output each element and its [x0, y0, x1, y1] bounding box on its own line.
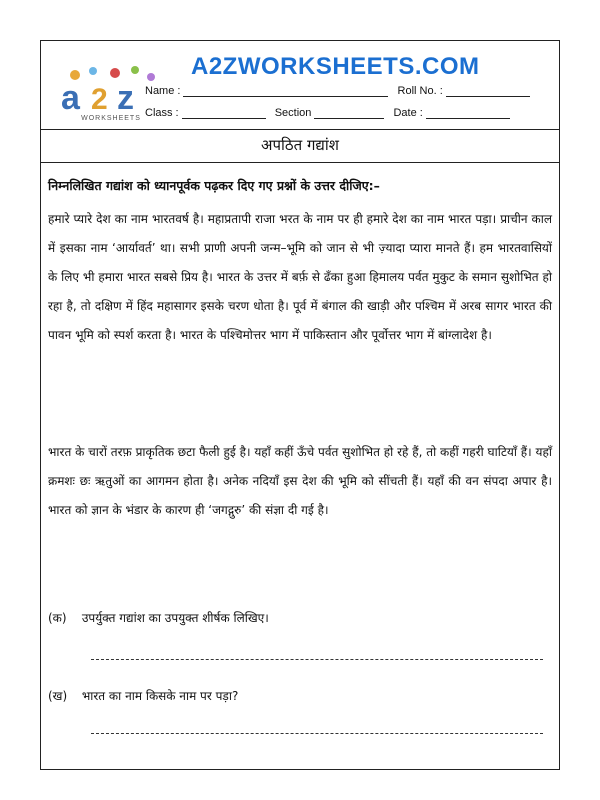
- class-field[interactable]: [182, 108, 266, 119]
- question-1: [48, 609, 269, 626]
- question-1-text: उपर्युक्त गद्यांश का उपयुक्त शीर्षक लिखिए।: [81, 611, 269, 625]
- answer-line-1[interactable]: [91, 659, 543, 660]
- svg-text:z: z: [117, 79, 134, 115]
- worksheet-title: अपठित गद्यांश: [261, 136, 339, 154]
- question-2-number: (ख): [48, 689, 68, 703]
- question-2: [48, 687, 238, 704]
- section-label: Section: [274, 107, 312, 119]
- svg-text:a: a: [61, 79, 80, 115]
- answer-line-2[interactable]: [91, 733, 543, 734]
- site-brand: A2ZWORKSHEETS.COM: [191, 53, 480, 80]
- instruction-text: निम्नलिखित गद्यांश को ध्यानपूर्वक पढ़कर दिए गए प्रश्नों के उत्तर दीजिए:–: [48, 178, 380, 193]
- logo-text: WORKSHEETS: [81, 115, 141, 122]
- name-roll-row: [145, 85, 530, 97]
- rollno-field[interactable]: [446, 86, 530, 97]
- date-field[interactable]: [426, 108, 510, 119]
- question-1-number: (क): [48, 611, 67, 625]
- passage-paragraph-1: हमारे प्यारे देश का नाम भारतवर्ष है। महाप्रतापी राजा भरत के नाम पर ही हमारे देश का नाम भारत पड़ा। प्राचीन काल में इसका नाम ‘आर्यावर्त’ था। सभी प्राणी अपनी जन्म–भूमि को जान से भी ज़्यादा प्यारा मानते हैं। हम भारतवासियों के लिए भी हमारा भारत सबसे प्रिय है। भारत के उत्तर में बर्फ़ से ढँका हुआ हिमालय पर्वत मुकुट के समान सुशोभित हो रहा है, तो दक्षिण में हिंद महासागर इसके चरण धोता है। पूर्व में बंगाल की खाड़ी और पश्चिम में अरब सागर भारत की पावन भूमि को स्पर्श करता है। भारत के पश्चिमोत्तर भाग में पाकिस्तान और पूर्वोत्तर भाग में बांग्लादेश है।: [48, 212, 552, 342]
- name-label: Name :: [145, 85, 181, 97]
- section-field[interactable]: [314, 108, 384, 119]
- rollno-label: Roll No. :: [397, 85, 443, 97]
- class-label: Class :: [145, 107, 179, 119]
- svg-text:2: 2: [91, 83, 108, 115]
- worksheet-header: [41, 41, 559, 130]
- name-field[interactable]: [183, 86, 388, 97]
- class-section-date-row: [145, 107, 510, 119]
- worksheet: [40, 40, 560, 770]
- question-2-text: भारत का नाम किसके नाम पर पड़ा?: [81, 689, 239, 703]
- date-label: Date :: [393, 107, 423, 119]
- title-divider: [41, 162, 559, 163]
- passage-paragraph-2: भारत के चारों तरफ़ प्राकृतिक छटा फैली हुई है। यहाँ कहीं ऊँचे पर्वत सुशोभित हो रहे हैं, तो कहीं गहरी घाटियाँ हैं। यहाँ क्रमशः छः ऋतुओं का आगमन होता है। अनेक नदियाँ इस देश की भूमि को सींचती हैं। यहाँ की वन संपदा अपार है। भारत को ज्ञान के भंडार के कारण ही ‘जगद्गुरु’ की संज्ञा दी गई है।: [48, 445, 552, 517]
